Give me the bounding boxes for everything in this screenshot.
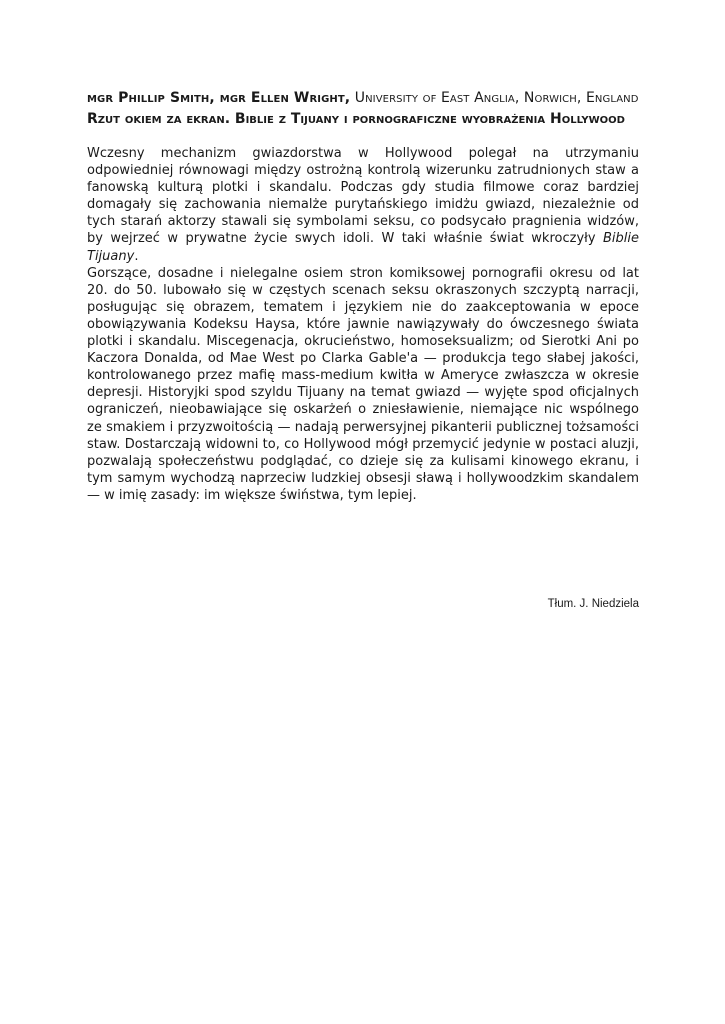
author-names: mgr Phillip Smith, mgr Ellen Wright,	[87, 90, 351, 106]
article-body	[87, 145, 639, 504]
article-title: Rzut okiem za ekran. Biblie z Tijuany i pornograficzne wyobrażenia Hollywood	[87, 111, 625, 127]
paragraph-1-tail: .	[134, 248, 139, 264]
paragraph-2: Gorszące, dosadne i nielegalne osiem stron komiksowej pornografii okresu od lat 20. do 50. lubowało się w częstych scenach seksu okraszonych szczyptą narracji, posługując się obrazem, tematem i językiem nie do zaakceptowania w epoce obowiązywania Kodeksu Haysa, które jawnie nawiązywały do ówczesnego świata plotki i skandalu. Miscegenacja, okrucieństwo, homoseksualizm; od Sierotki Ani po Kaczora Donalda, od Mae West po Clarka Gable'a — produkcja tego słabej jakości, kontrolowanego przez mafię mass-medium kwitła w Ameryce zwłaszcza w okresie depresji. Historyjki spod szyldu Tijuany na temat gwiazd — wyjęte spod oficjalnych ograniczeń, nieobawiające się oskarżeń o zniesławienie, niemające nic wspólnego ze smakiem i przyzwoitością — nadają perwersyjnej pikanterii publicznej tożsamości staw. Dostarczają widowni to, co Hollywood mógł przemycić jedynie w postaci aluzji, pozwalają społeczeństwu podglądać, co dzieje się za kulisami kinowego ekranu, i tym samym wychodzą naprzeciw ludzkiej obsesji sławą i hollywoodzkim skandalem — w imię zasady: im większe świństwa, tym lepiej.	[87, 265, 639, 503]
author-line	[87, 88, 639, 109]
author-affiliation: University of East Anglia, Norwich, England	[354, 90, 639, 106]
article-content	[87, 88, 639, 504]
paragraph-1-text: Wczesny mechanizm gwiazdorstwa w Hollywood polegał na utrzymaniu odpowiedniej równowagi między ostrożną kontrolą wizerunku zatrudnionych staw a fanowską kulturą plotki i skandalu. Podczas gdy studia filmowe coraz bardziej domagały się zachowania niemalże purytańskiego imidżu gwiazd, niezależnie od tych starań aktorzy stawali się symbolami seksu, co podsycało pragnienia widzów, by wejrzeć w prywatne życie swych idoli. W taki właśnie świat wkroczyły	[87, 146, 639, 247]
translator-credit: Tłum. J. Niedziela	[547, 598, 639, 610]
paragraph-1-italic: Biblie Tijuany	[87, 231, 639, 264]
paragraph-1	[87, 145, 639, 265]
